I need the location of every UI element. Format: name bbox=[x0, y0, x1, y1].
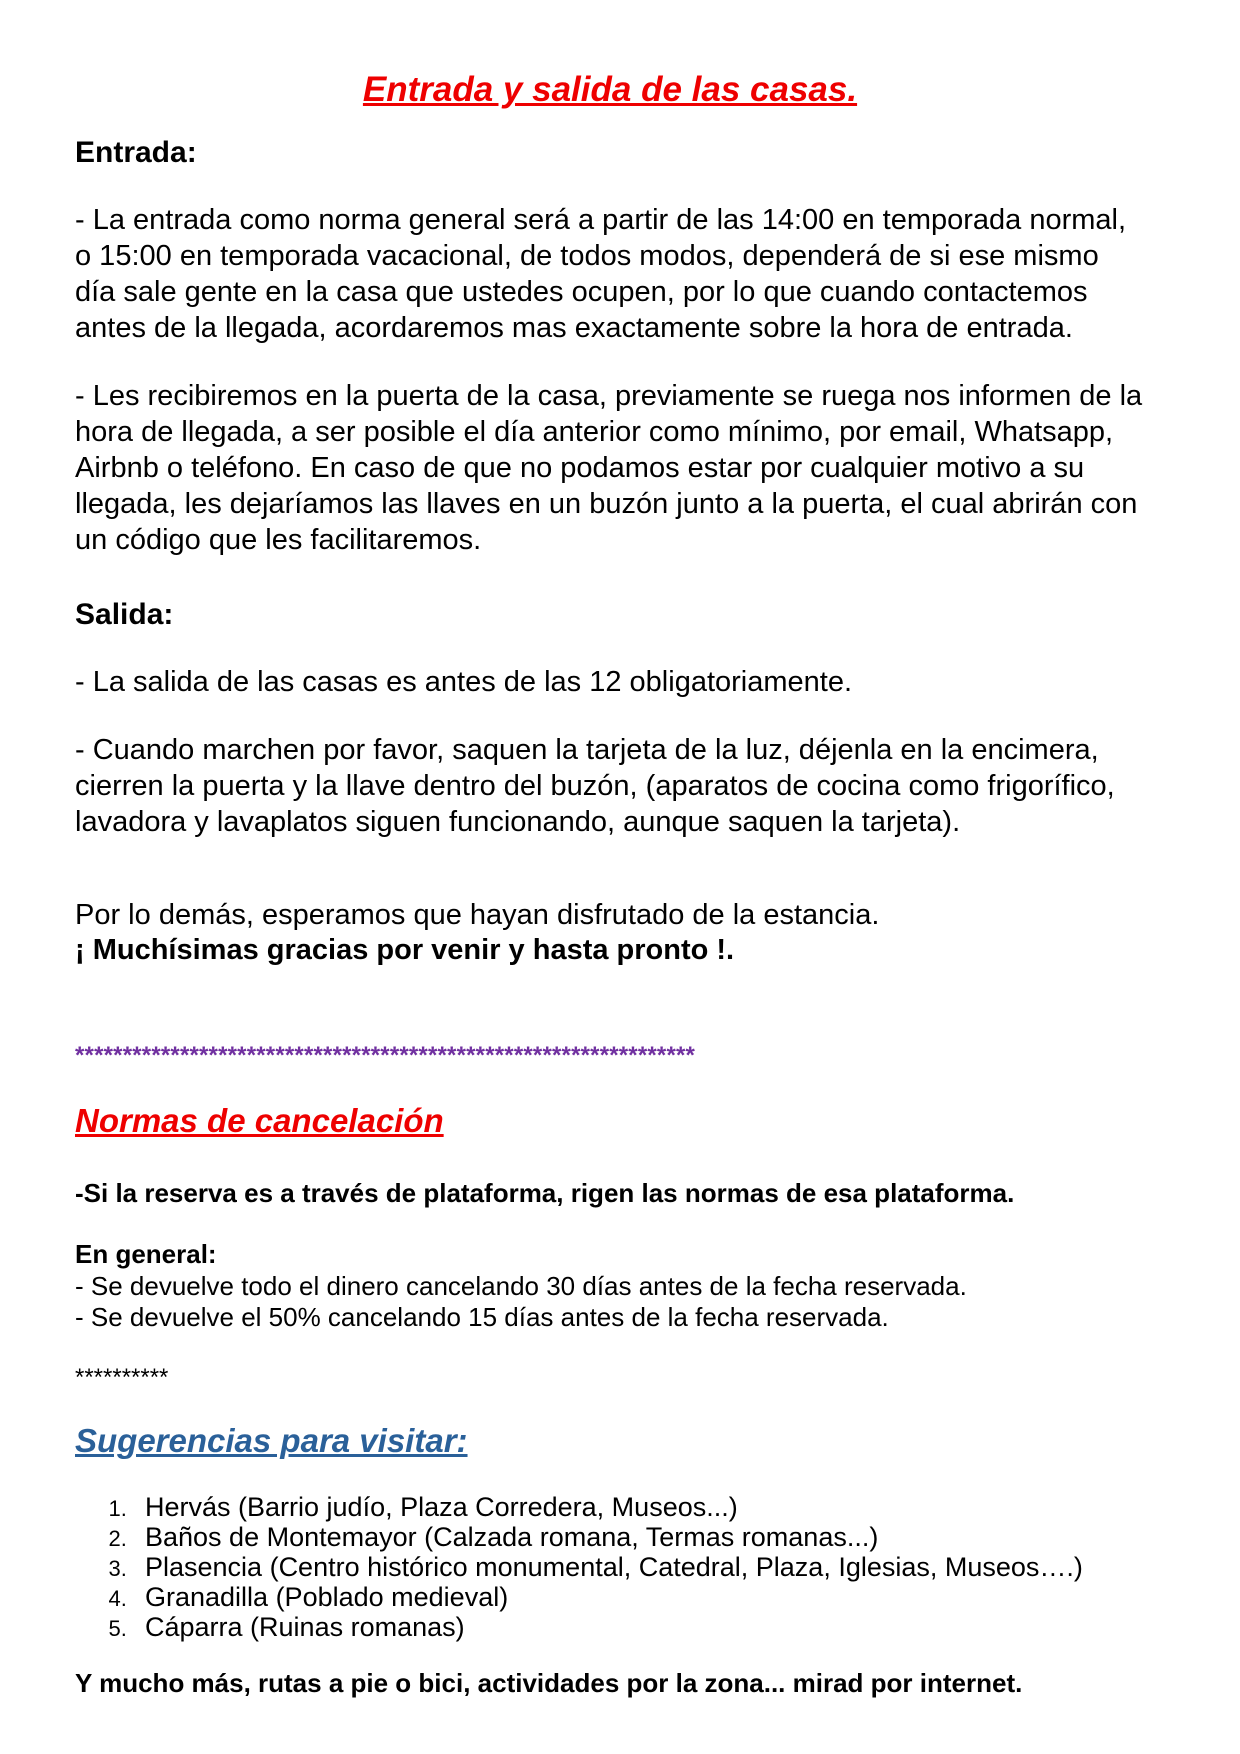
list-item-label: Granadilla (Poblado medieval) bbox=[145, 1582, 509, 1612]
list-item-caparra bbox=[133, 1612, 1145, 1642]
cancelacion-general-heading: En general: bbox=[75, 1239, 217, 1269]
entrada-heading: Entrada: bbox=[75, 136, 197, 169]
black-asterisk-separator: ********** bbox=[75, 1364, 169, 1391]
more-activities-note: Y mucho más, rutas a pie o bici, actividades por la zona... mirad por internet. bbox=[75, 1668, 1023, 1698]
salida-paragraph-1: - La salida de las casas es antes de las 12 obligatoriamente. bbox=[75, 666, 853, 698]
list-item-banos-de-montemayor bbox=[133, 1522, 1145, 1552]
visit-suggestions-list bbox=[75, 1492, 1145, 1642]
cancelacion-heading: Normas de cancelación bbox=[75, 1102, 444, 1139]
cancelacion-rule-30-days: - Se devuelve todo el dinero cancelando 30 días antes de la fecha reservada. bbox=[75, 1271, 967, 1301]
cancelacion-platform-rule: -Si la reserva es a través de plataforma, rigen las normas de esa plataforma. bbox=[75, 1178, 1015, 1208]
farewell-line: Por lo demás, esperamos que hayan disfrutado de la estancia. bbox=[75, 899, 880, 931]
list-item-plasencia bbox=[133, 1552, 1145, 1582]
entrada-paragraph-1: - La entrada como norma general será a partir de las 14:00 en temporada normal, o 15:00 en temporada vacacional, de todos modos, dependerá de si ese mismo día sale gente en la casa que ustedes ocupen, por lo que cuando contactemos antes de la llegada, acordaremos mas exactamente sobre la hora de entrada. bbox=[75, 204, 1127, 344]
list-item-label: Plasencia (Centro histórico monumental, Catedral, Plaza, Iglesias, Museos….) bbox=[145, 1552, 1083, 1582]
list-item-label: Hervás (Barrio judío, Plaza Corredera, Museos...) bbox=[145, 1492, 738, 1522]
salida-paragraph-2: - Cuando marchen por favor, saquen la tarjeta de la luz, déjenla en la encimera, cierren la puerta y la llave dentro del buzón, (aparatos de cocina como frigorífico, lavadora y lavaplatos siguen funcionando, aunque saquen la tarjeta). bbox=[75, 734, 1115, 838]
cancelacion-rule-15-days: - Se devuelve el 50% cancelando 15 días antes de la fecha reservada. bbox=[75, 1302, 889, 1332]
list-item-hervas bbox=[133, 1492, 1145, 1522]
salida-heading: Salida: bbox=[75, 598, 174, 631]
farewell-block bbox=[75, 898, 1145, 968]
list-item-label: Cáparra (Ruinas romanas) bbox=[145, 1612, 465, 1642]
entrada-paragraph-2: - Les recibiremos en la puerta de la casa, previamente se ruega nos informen de la hora de llegada, a ser posible el día anterior como mínimo, por email, Whatsapp, Airbnb o teléfono. En caso de que no podamos estar por cualquier motivo a su llegada, les dejaríamos las llaves en un buzón junto a la puerta, el cual abrirán con un código que les facilitaremos. bbox=[75, 380, 1143, 556]
list-item-label: Baños de Montemayor (Calzada romana, Termas romanas...) bbox=[145, 1522, 879, 1552]
farewell-thanks-line: ¡ Muchísimas gracias por venir y hasta pronto !. bbox=[75, 934, 735, 966]
purple-asterisk-separator: ***************************************************************** bbox=[75, 1042, 696, 1069]
sugerencias-heading: Sugerencias para visitar: bbox=[75, 1422, 468, 1459]
document-title: Entrada y salida de las casas. bbox=[362, 70, 858, 109]
list-item-granadilla bbox=[133, 1582, 1145, 1612]
